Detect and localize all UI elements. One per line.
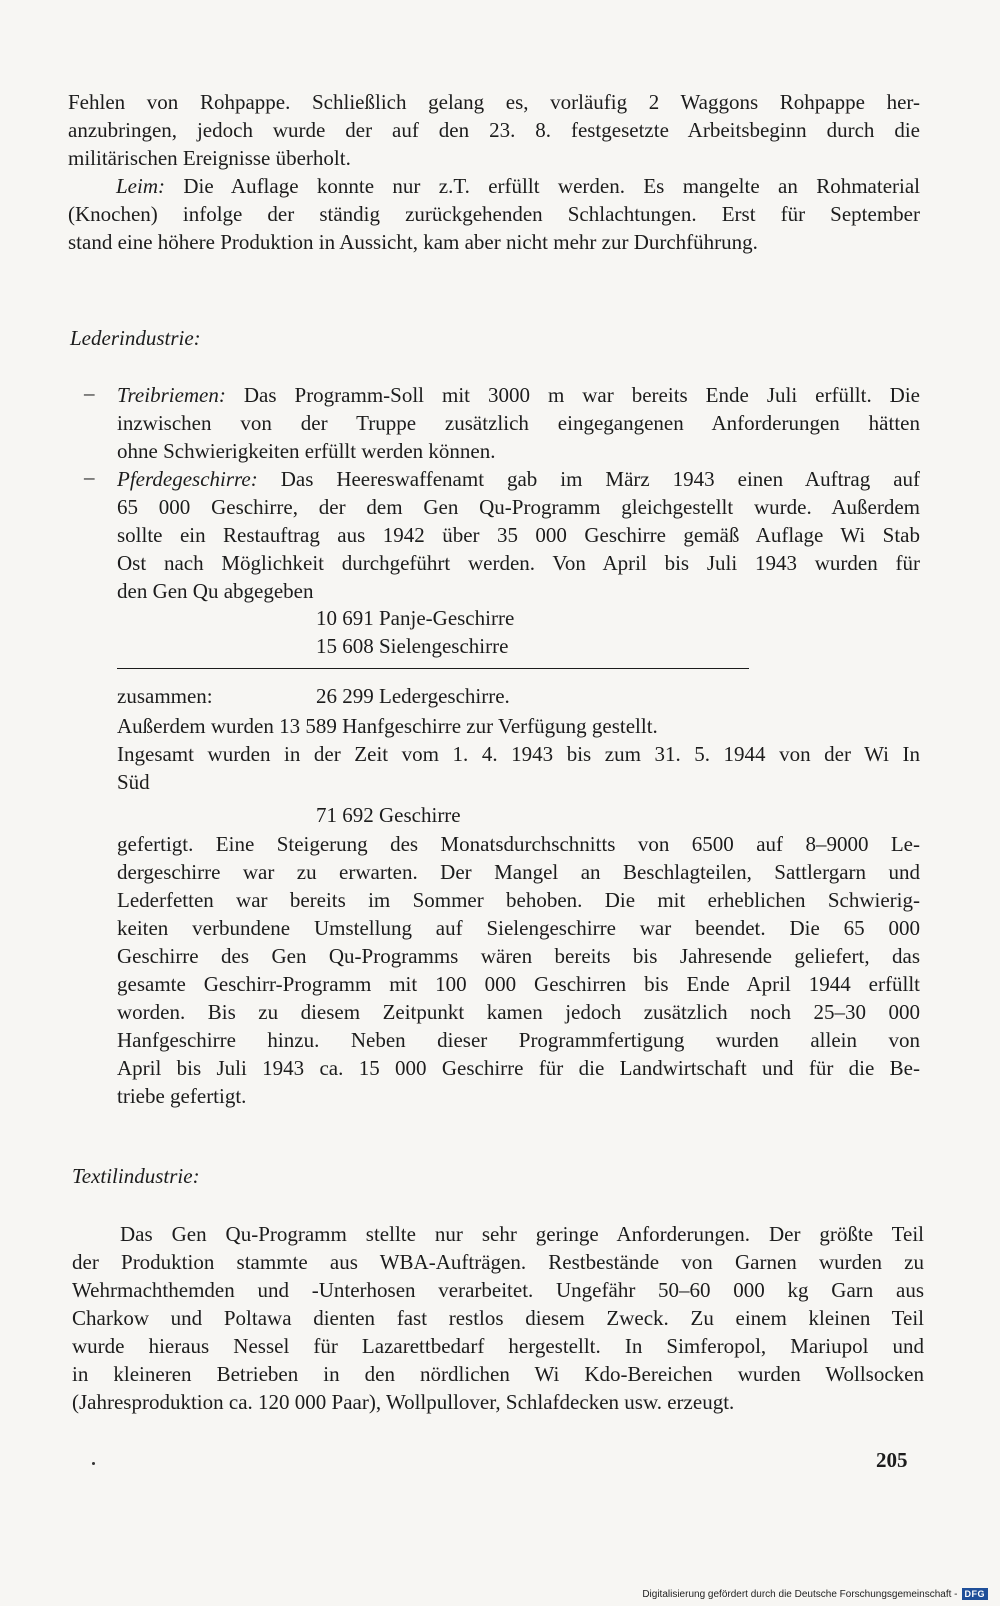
text-line: (Jahresproduktion ca. 120 000 Paar), Wollpullover, Schlafdecken usw. erzeugt.	[72, 1390, 735, 1414]
text-line: Charkow und Poltawa dienten fast restlos diesem Zweck. Zu einem kleinen Teil	[72, 1306, 924, 1330]
list-dash: –	[84, 465, 95, 489]
text-line: Geschirre des Gen Qu-Programms wären bereits bis Jahresende geliefert, das	[117, 944, 920, 968]
section-heading-lederindustrie: Lederindustrie:	[70, 326, 201, 350]
treibriemen-text: Das Programm-Soll mit 3000 m war bereits Ende Juli erfüllt. Die	[243, 383, 920, 407]
amount-sielengeschirre: 15 608 Sielengeschirre	[316, 634, 509, 658]
text-line: Ingesamt wurden in der Zeit vom 1. 4. 1943 bis zum 31. 5. 1944 von der Wi In	[117, 742, 920, 766]
text-line: sollte ein Restauftrag aus 1942 über 35 000 Geschirre gemäß Auflage Wi Stab	[117, 523, 920, 547]
text-line: gesamte Geschirr-Programm mit 100 000 Geschirren bis Ende April 1944 erfüllt	[117, 972, 920, 996]
text-line: triebe gefertigt.	[117, 1084, 247, 1108]
text-line	[68, 172, 920, 200]
text-line: wurde hieraus Nessel für Lazarettbedarf hergestellt. In Simferopol, Mariupol und	[72, 1334, 924, 1358]
text-line: Ost nach Möglichkeit durchgeführt werden. Von April bis Juli 1943 wurden für	[117, 551, 920, 575]
paragraph-after-total	[117, 712, 920, 796]
amount-geschirre-total: 71 692 Geschirre	[316, 803, 461, 827]
text-line: militärischen Ereignisse überholt.	[68, 146, 351, 170]
text-line: Hanfgeschirre hinzu. Neben dieser Programmfertigung wurden allein von	[117, 1028, 920, 1052]
text-line: in kleineren Betrieben in den nördlichen Wi Kdo-Bereichen wurden Wollsocken	[72, 1362, 924, 1386]
paragraph-leim	[68, 172, 920, 256]
leim-text: Die Auflage konnte nur z.T. erfüllt werden. Es mangelte an Rohmaterial	[183, 174, 921, 198]
text-line: Süd	[117, 770, 150, 794]
text-line: ohne Schwierigkeiten erfüllt werden können.	[117, 439, 496, 463]
text-line: Fehlen von Rohpappe. Schließlich gelang es, vorläufig 2 Waggons Rohpappe her-	[68, 90, 920, 114]
paragraph-textilindustrie	[72, 1220, 924, 1416]
text-line: gefertigt. Eine Steigerung des Monatsdurchschnitts von 6500 auf 8–9000 Le-	[117, 832, 920, 856]
text-line: anzubringen, jedoch wurde der auf den 23. 8. festgesetzte Arbeitsbeginn durch die	[68, 118, 920, 142]
dfg-logo: DFG	[962, 1588, 989, 1600]
pferdegeschirre-text: Das Heereswaffenamt gab im März 1943 einen Auftrag auf	[280, 467, 921, 491]
text-line: April bis Juli 1943 ca. 15 000 Geschirre für die Landwirtschaft und für die Be-	[117, 1056, 920, 1080]
text-line: dergeschirre war zu erwarten. Der Mangel an Beschlagteilen, Sattlergarn und	[117, 860, 920, 884]
section-heading-textilindustrie: Textilindustrie:	[72, 1164, 200, 1188]
text-line: (Knochen) infolge der ständig zurückgehenden Schlachtungen. Erst für September	[68, 202, 920, 226]
leim-label: Leim:	[116, 174, 165, 198]
total-value: 26 299 Ledergeschirre.	[316, 684, 510, 708]
list-dash: –	[84, 381, 95, 405]
sum-rule	[117, 668, 749, 669]
text-line: den Gen Qu abgegeben	[117, 579, 314, 603]
text-line: worden. Bis zu diesem Zeitpunkt kamen jedoch zusätzlich noch 25–30 000	[117, 1000, 920, 1024]
text-line: keiten verbundene Umstellung auf Sielengeschirre war beendet. Die 65 000	[117, 916, 920, 940]
text-line: Wehrmachthemden und -Unterhosen verarbeitet. Ungefähr 50–60 000 kg Garn aus	[72, 1278, 924, 1302]
text-line: Das Gen Qu-Programm stellte nur sehr geringe Anforderungen. Der größte Teil	[120, 1222, 924, 1246]
text-line	[117, 465, 920, 493]
total-label: zusammen:	[117, 684, 213, 708]
text-line: Lederfetten war bereits im Sommer behoben. Die mit erheblichen Schwierig-	[117, 888, 920, 912]
paragraph-rohpappe	[68, 88, 920, 172]
footer-text: Digitalisierung gefördert durch die Deutsche Forschungsgemeinschaft -	[642, 1588, 958, 1600]
page-number: 205	[876, 1448, 908, 1472]
text-line: stand eine höhere Produktion in Aussicht, kam aber nicht mehr zur Durchführung.	[68, 230, 758, 254]
paragraph-geschirre-summary	[117, 830, 920, 1110]
text-line: inzwischen von der Truppe zusätzlich eingegangenen Anforderungen hätten	[117, 411, 920, 435]
text-line: der Produktion stammte aus WBA-Aufträgen. Restbestände von Garnen wurden zu	[72, 1250, 924, 1274]
list-item-pferdegeschirre	[117, 465, 920, 605]
footer-credit	[642, 1588, 988, 1600]
amount-panje-geschirre: 10 691 Panje-Geschirre	[316, 606, 515, 630]
treibriemen-label: Treibriemen:	[117, 383, 226, 407]
pferdegeschirre-label: Pferdegeschirre:	[117, 467, 258, 491]
list-item-treibriemen	[117, 381, 920, 465]
text-line: Außerdem wurden 13 589 Hanfgeschirre zur Verfügung gestellt.	[117, 714, 658, 738]
text-line	[117, 381, 920, 409]
scan-speck	[92, 1462, 95, 1465]
text-line: 65 000 Geschirre, der dem Gen Qu-Programm gleichgestellt wurde. Außerdem	[117, 495, 920, 519]
